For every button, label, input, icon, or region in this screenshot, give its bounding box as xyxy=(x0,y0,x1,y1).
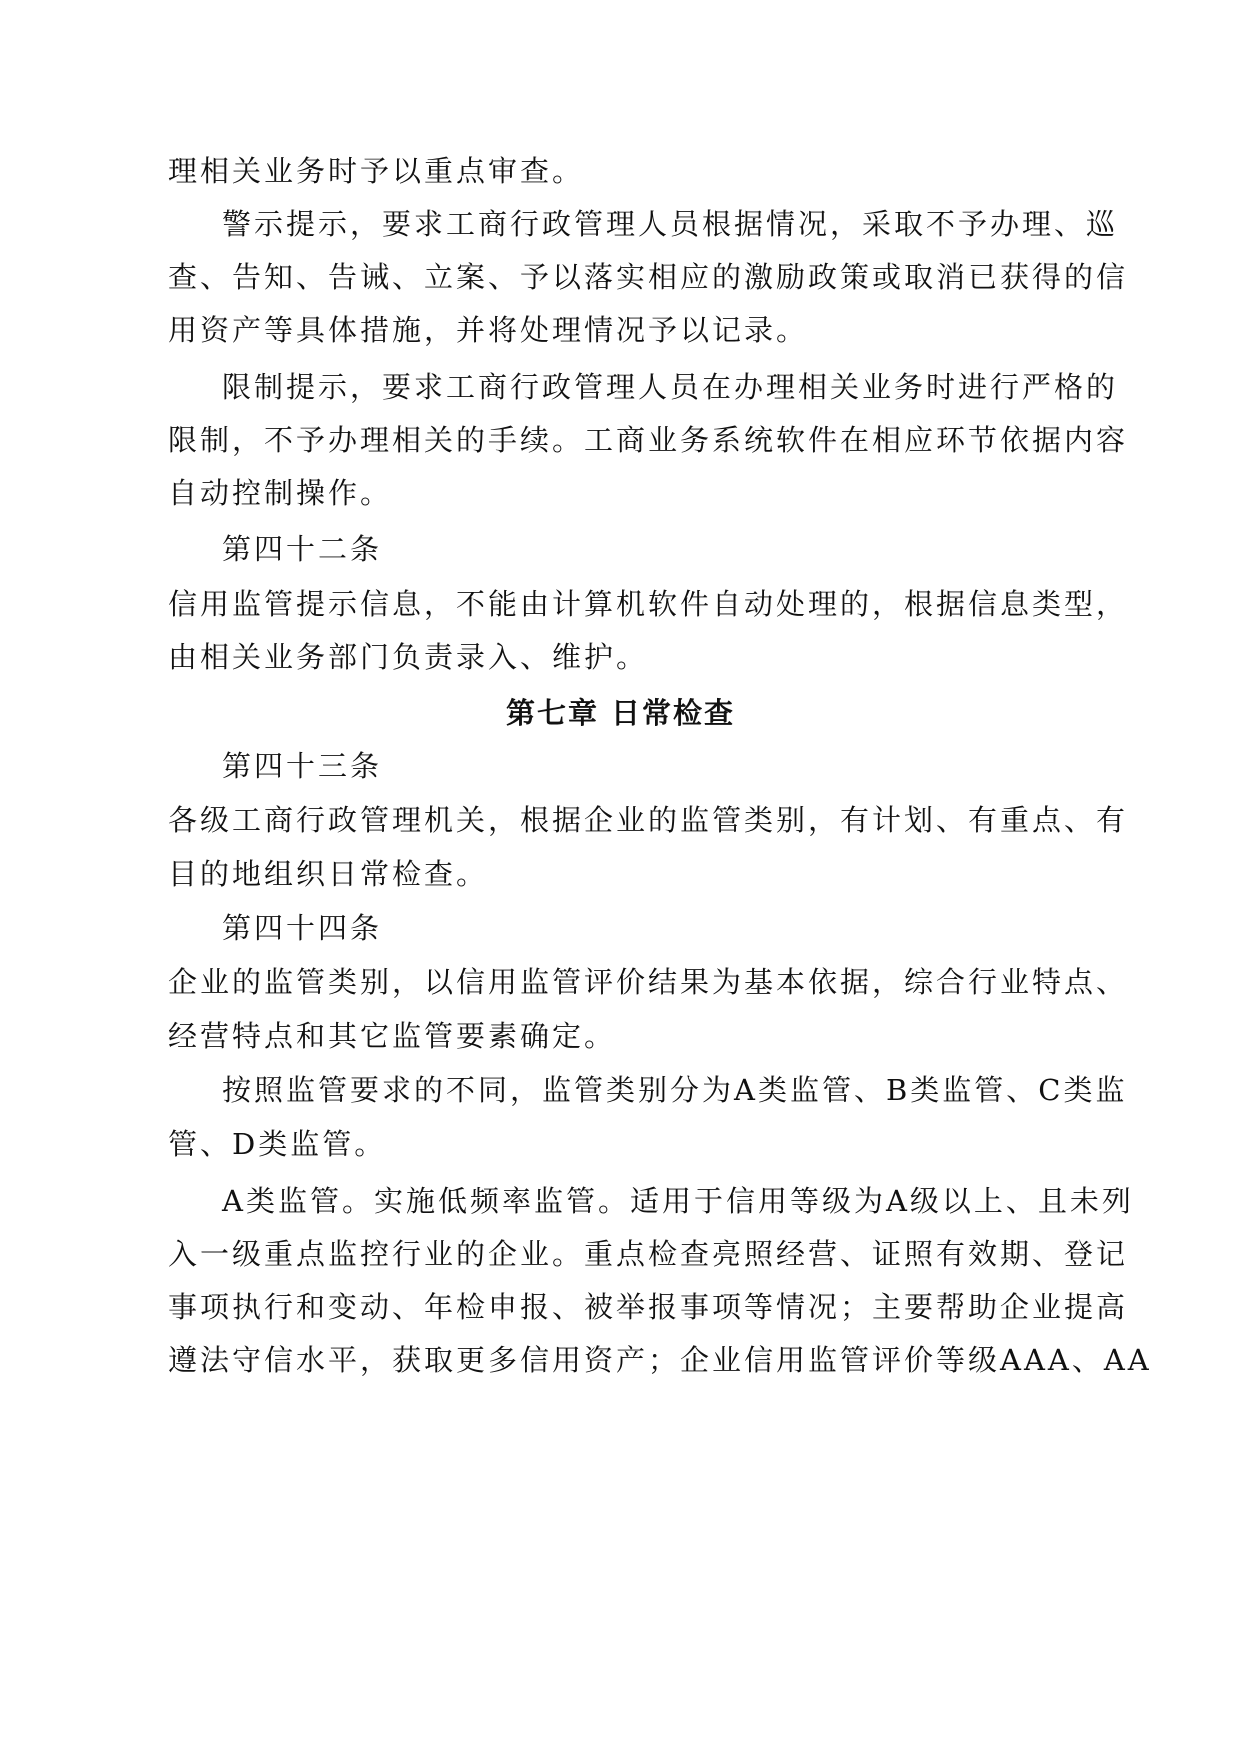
paragraph-first-line: A类监管。实施低频率监管。适用于信用等级为A级以上、且未列 xyxy=(222,1184,1134,1218)
text-line: 查、告知、告诫、立案、予以落实相应的激励政策或取消已获得的信 xyxy=(168,260,1129,294)
text-line: 经营特点和其它监管要素确定。 xyxy=(168,1019,617,1053)
text-line: 管、D类监管。 xyxy=(168,1127,387,1161)
paragraph-first-line: 限制提示，要求工商行政管理人员在办理相关业务时进行严格的 xyxy=(222,370,1119,404)
text-line: 企业的监管类别，以信用监管评价结果为基本依据，综合行业特点、 xyxy=(168,965,1129,999)
article-number: 第四十二条 xyxy=(222,532,383,566)
text-line: 理相关业务时予以重点审查。 xyxy=(168,154,585,188)
text-line: 信用监管提示信息，不能由计算机软件自动处理的，根据信息类型， xyxy=(168,587,1129,621)
article-number: 第四十四条 xyxy=(222,911,383,945)
article-number: 第四十三条 xyxy=(222,749,383,783)
text-line: 事项执行和变动、年检申报、被举报事项等情况；主要帮助企业提高 xyxy=(168,1290,1129,1324)
text-line: 各级工商行政管理机关，根据企业的监管类别，有计划、有重点、有 xyxy=(168,803,1129,837)
text-line: 目的地组织日常检查。 xyxy=(168,857,489,891)
chapter-heading: 第七章 日常检查 xyxy=(505,696,736,730)
text-line: 入一级重点监控行业的企业。重点检查亮照经营、证照有效期、登记 xyxy=(168,1237,1129,1271)
paragraph-first-line: 警示提示，要求工商行政管理人员根据情况，采取不予办理、巡 xyxy=(222,207,1119,241)
text-line: 由相关业务部门负责录入、维护。 xyxy=(168,640,649,674)
text-line: 限制，不予办理相关的手续。工商业务系统软件在相应环节依据内容 xyxy=(168,423,1129,457)
text-line: 自动控制操作。 xyxy=(168,476,393,510)
paragraph-first-line: 按照监管要求的不同，监管类别分为A类监管、B类监管、C类监 xyxy=(222,1073,1128,1107)
text-line: 用资产等具体措施，并将处理情况予以记录。 xyxy=(168,313,809,347)
text-line: 遵法守信水平，获取更多信用资产；企业信用监管评价等级AAA、AA xyxy=(168,1343,1152,1377)
